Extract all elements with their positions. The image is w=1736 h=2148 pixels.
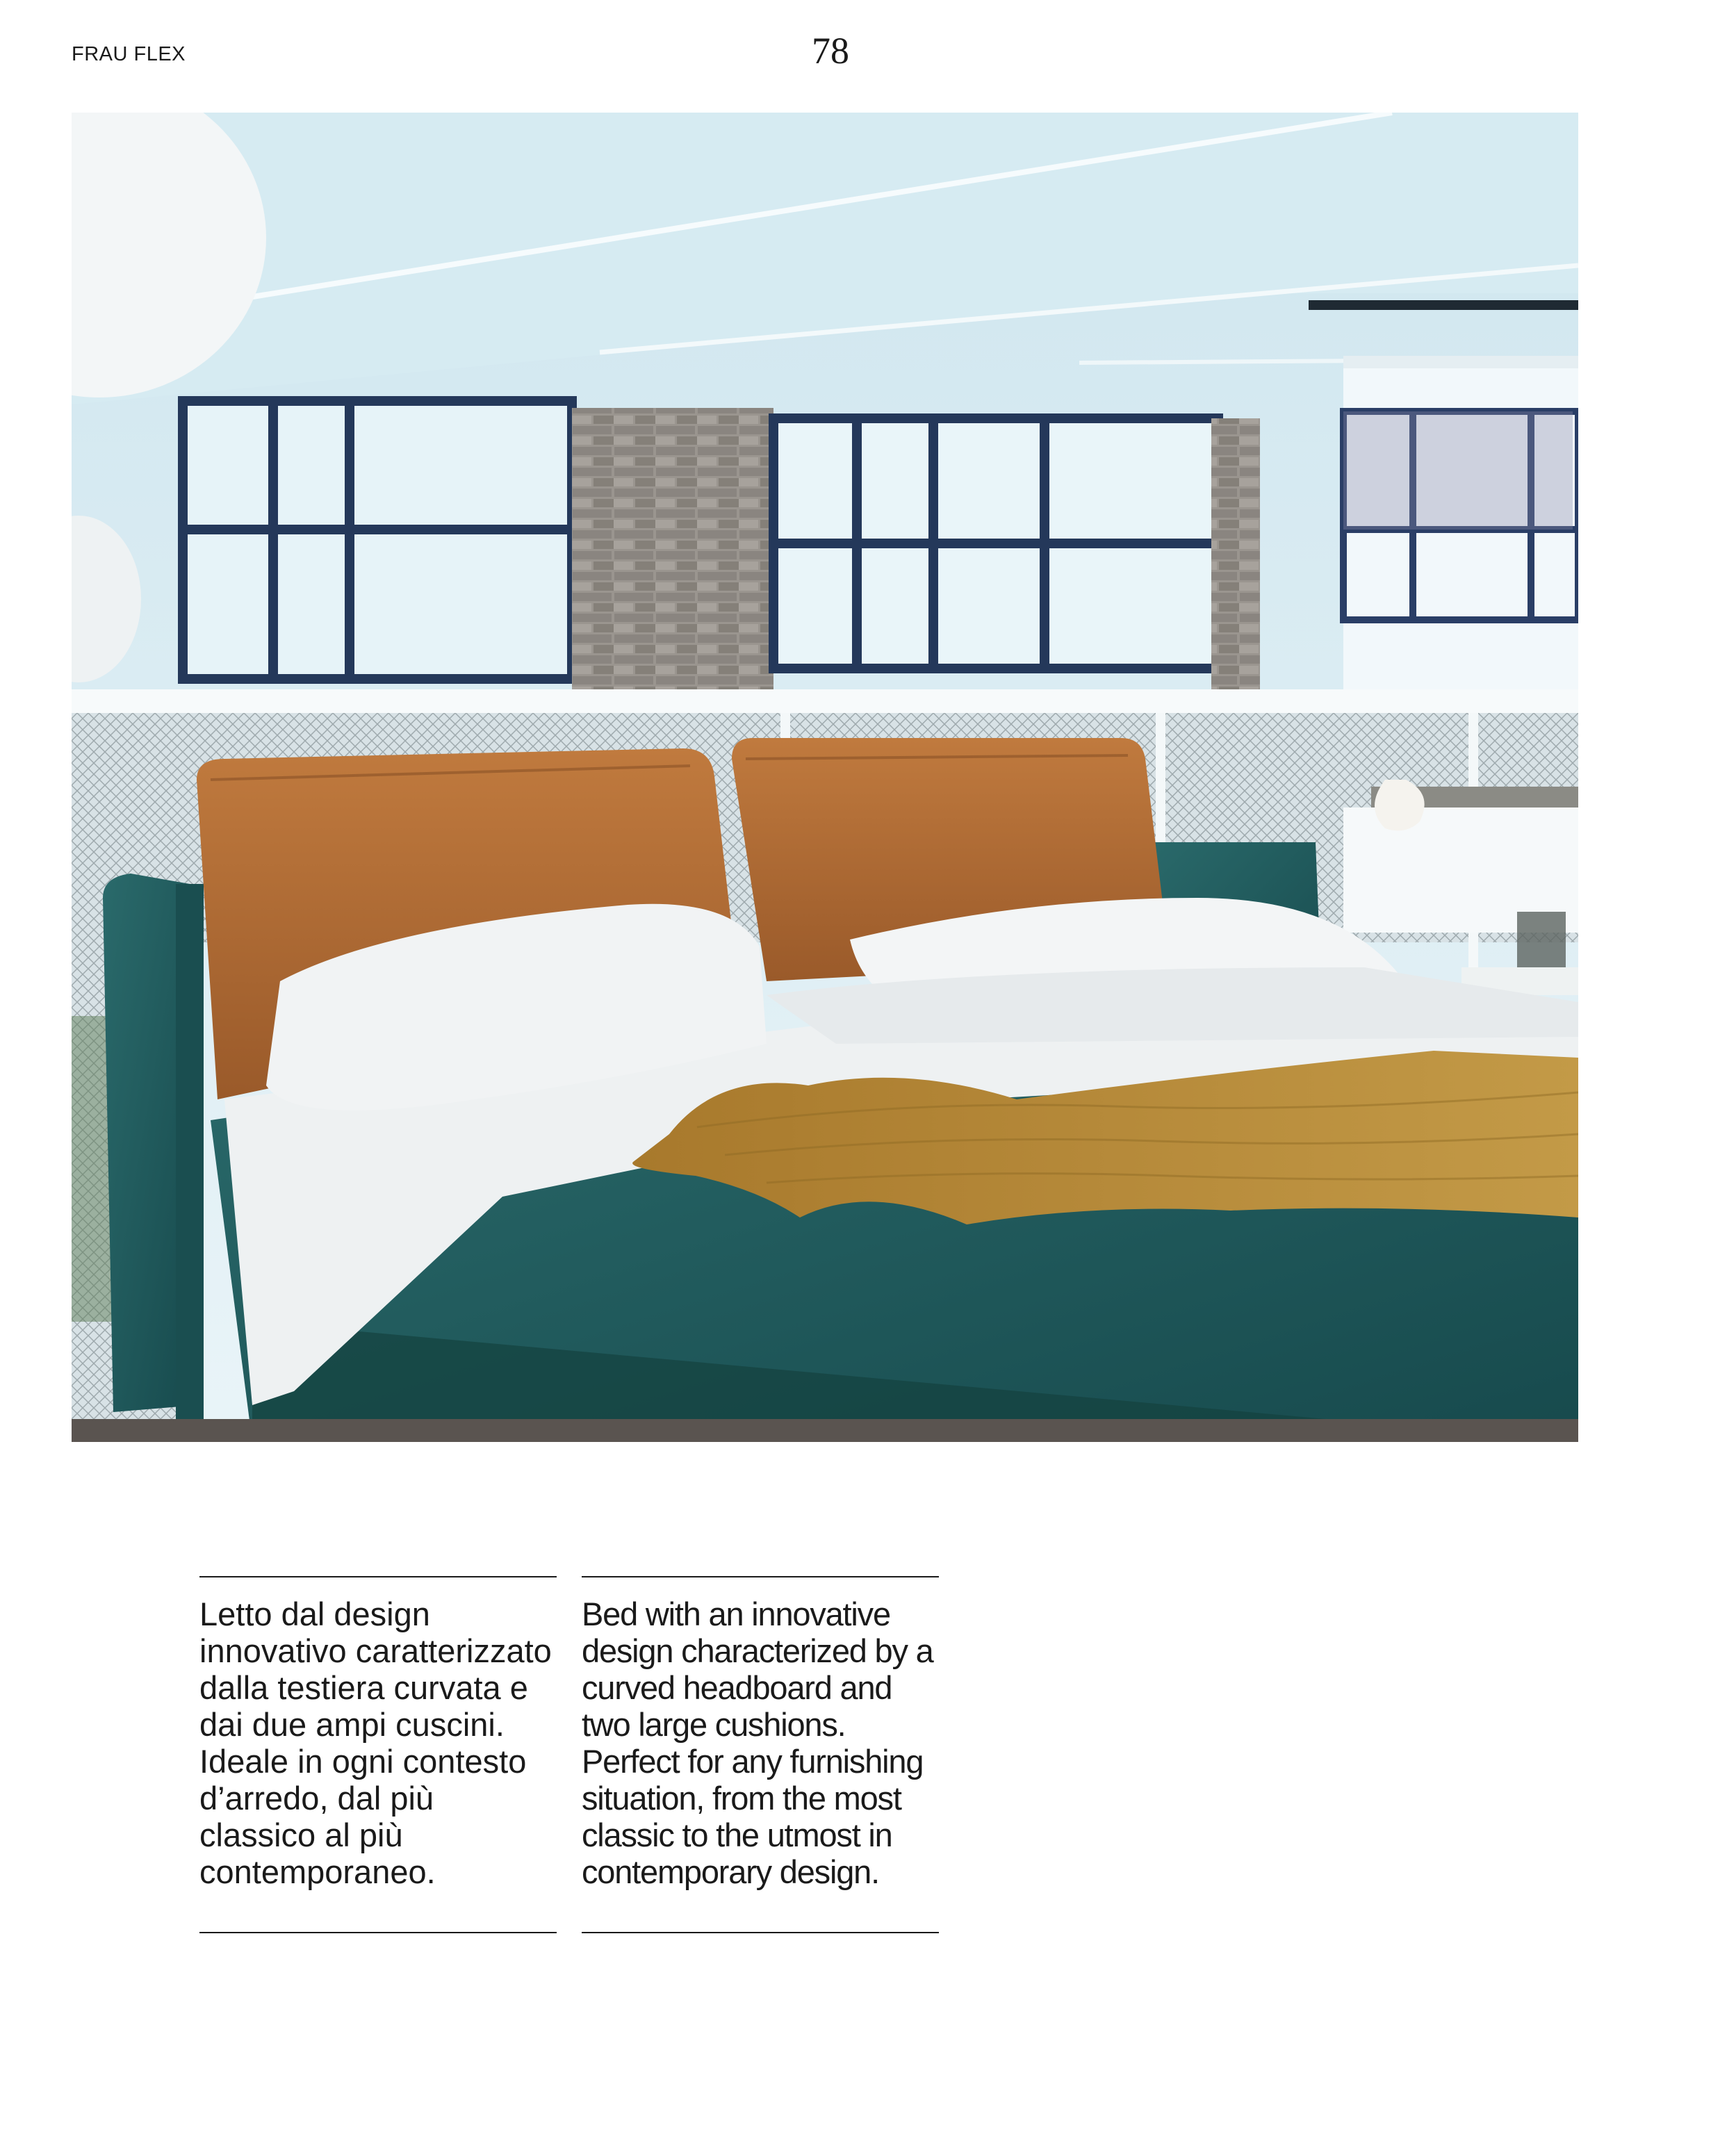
caption-italian-text: Letto dal design innovativo caratterizzato dalla testiera curvata e dai due ampi cuscini. Ideale in ogni contesto d’arredo, dal più classico al più contemporaneo. <box>199 1596 552 1890</box>
page-number: 78 <box>812 30 849 72</box>
caption-italian <box>199 1576 557 1933</box>
section-label: FRAU FLEX <box>72 43 186 65</box>
caption-english-text: Bed with an innovative design characterized by a curved headboard and two large cushions. Perfect for any furnishing situation, from the most classic to the utmost in contemporary design. <box>582 1596 933 1890</box>
caption-english <box>582 1576 939 1933</box>
bed-photo <box>72 113 1578 1442</box>
